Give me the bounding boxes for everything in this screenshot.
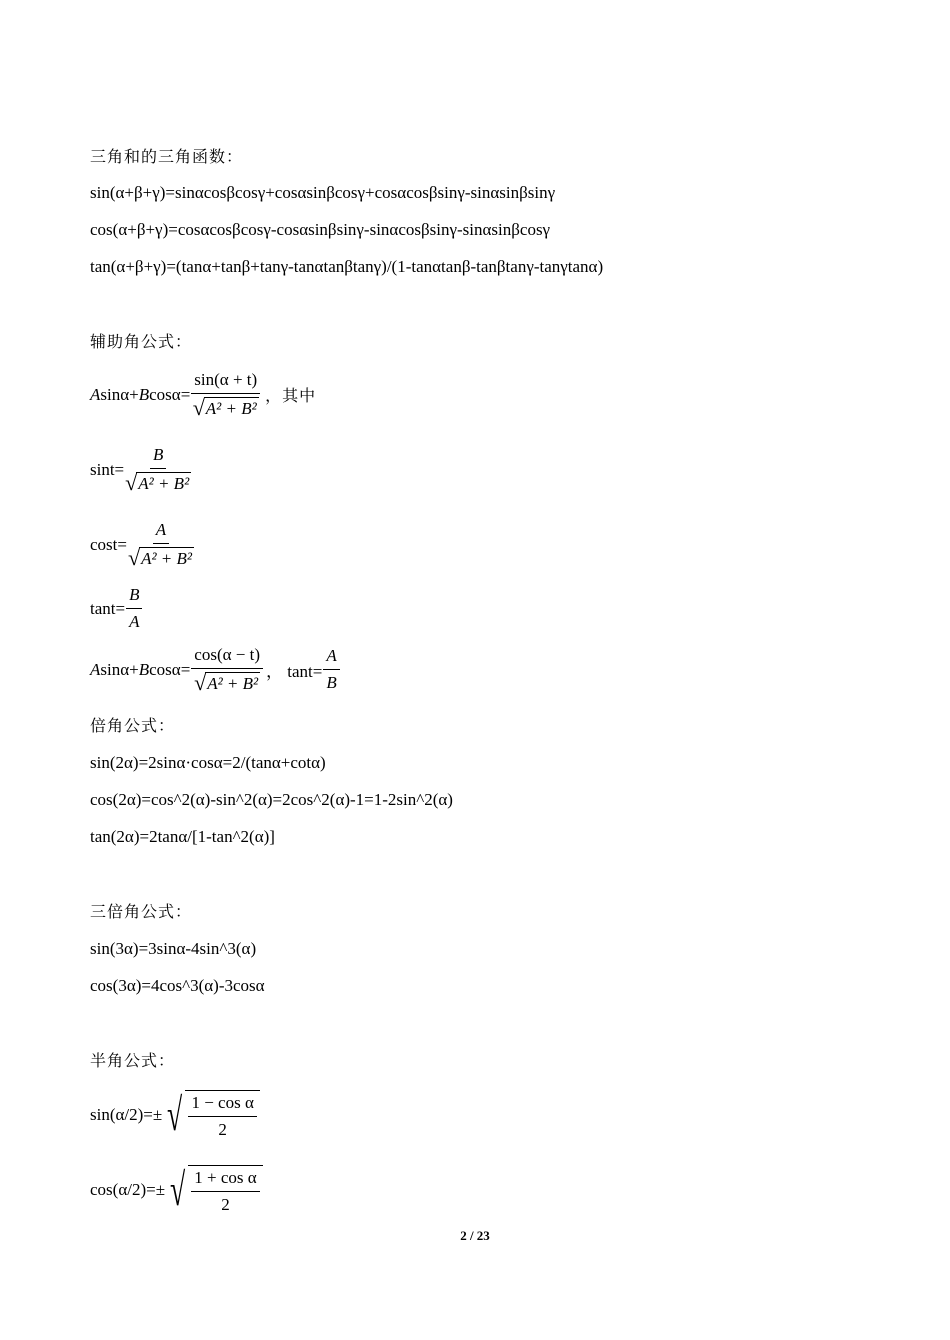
aux2-numerator: cos(α − t) (191, 645, 263, 669)
aux1-denominator: √ A² + B² (192, 395, 257, 420)
aux1-lhs-a: A (90, 384, 101, 404)
formula-cost (90, 520, 195, 569)
section-heading-double: 倍角公式： (90, 716, 176, 735)
aux1-lhs-mid: sinα+ (100, 384, 139, 404)
sin-half-numerator: 1 − cos α (188, 1093, 256, 1117)
aux2-tail: ， tant= (265, 662, 323, 681)
cost-fraction (128, 520, 194, 569)
aux2-lhs-mid: sinα+ (100, 659, 139, 679)
sin-half-radical-icon: √ (167, 1089, 183, 1140)
formula-sin-double: sin(2α)=2sinα·cosα=2/(tanα+cotα) (90, 753, 326, 772)
formula-sint (90, 445, 192, 494)
formula-cos-triple: cos(3α)=4cos^3(α)-3cosα (90, 976, 265, 995)
sint-lhs: sint= (90, 459, 125, 479)
cost-lhs: cost= (90, 534, 127, 554)
sint-numerator: B (150, 445, 166, 469)
formula-sin-sum: sin(α+β+γ)=sinαcosβcosγ+cosαsinβcosγ+cosαcosβsinγ-sinαsinβsinγ (90, 183, 556, 202)
sint-denominator: √ A² + B² (125, 470, 190, 495)
sin-half-radicand (185, 1090, 259, 1140)
section-heading-half: 半角公式： (90, 1051, 176, 1070)
aux2-tant-denominator: B (326, 673, 337, 692)
cos-half-lhs: cos(α/2)=± (90, 1180, 166, 1199)
aux1-tail: ，其中 (265, 386, 317, 405)
cos-half-radicand (188, 1165, 262, 1215)
formula-tan-double: tan(2α)=2tanα/[1-tan^2(α)] (90, 827, 275, 846)
formula-tant (90, 585, 143, 632)
cos-half-denominator: 2 (221, 1195, 230, 1214)
aux1-lhs-end: cosα= (149, 384, 191, 404)
sin-half-denominator: 2 (218, 1120, 227, 1139)
formula-tan-sum: tan(α+β+γ)=(tanα+tanβ+tanγ-tanαtanβtanγ)/(1-tanαtanβ-tanβtanγ-tanγtanα) (90, 257, 604, 276)
cost-numerator: A (153, 520, 169, 544)
cost-denominator: √ A² + B² (127, 545, 192, 570)
formula-cos-half (90, 1165, 263, 1215)
sint-fraction (125, 445, 191, 494)
tant-numerator: B (126, 585, 142, 609)
section-heading-aux: 辅助角公式： (90, 332, 193, 351)
page-number: 2 / 23 (460, 1228, 490, 1243)
aux2-lhs-b: B (138, 659, 150, 679)
aux1-numerator: sin(α + t) (191, 370, 260, 394)
aux2-denominator: √ A² + B² (194, 670, 259, 695)
aux2-tant-fraction (323, 646, 339, 693)
tant-lhs: tant= (90, 598, 126, 618)
formula-sin-triple: sin(3α)=3sinα-4sin^3(α) (90, 939, 257, 958)
formula-sin-half (90, 1090, 260, 1140)
tant-denominator: A (129, 612, 140, 631)
aux1-lhs-b: B (138, 384, 150, 404)
aux2-lhs-a: A (90, 659, 101, 679)
formula-cos-double: cos(2α)=cos^2(α)-sin^2(α)=2cos^2(α)-1=1-2sin^2(α) (90, 790, 453, 809)
aux2-fraction (191, 645, 263, 694)
cos-half-numerator: 1 + cos α (191, 1168, 259, 1192)
aux1-fraction (191, 370, 260, 419)
section-heading-sum: 三角和的三角函数： (90, 147, 244, 166)
aux2-tant-numerator: A (323, 646, 339, 670)
cos-half-radical-icon: √ (170, 1164, 186, 1215)
aux2-lhs-end: cosα= (149, 659, 191, 679)
formula-cos-sum: cos(α+β+γ)=cosαcosβcosγ-cosαsinβsinγ-sinαcosβsinγ-sinαsinβcosγ (90, 220, 551, 239)
formula-aux-1 (90, 370, 316, 419)
tant-fraction (126, 585, 142, 632)
formula-aux-2 (90, 645, 341, 694)
sin-half-lhs: sin(α/2)=± (90, 1105, 163, 1124)
section-heading-triple: 三倍角公式： (90, 902, 193, 921)
